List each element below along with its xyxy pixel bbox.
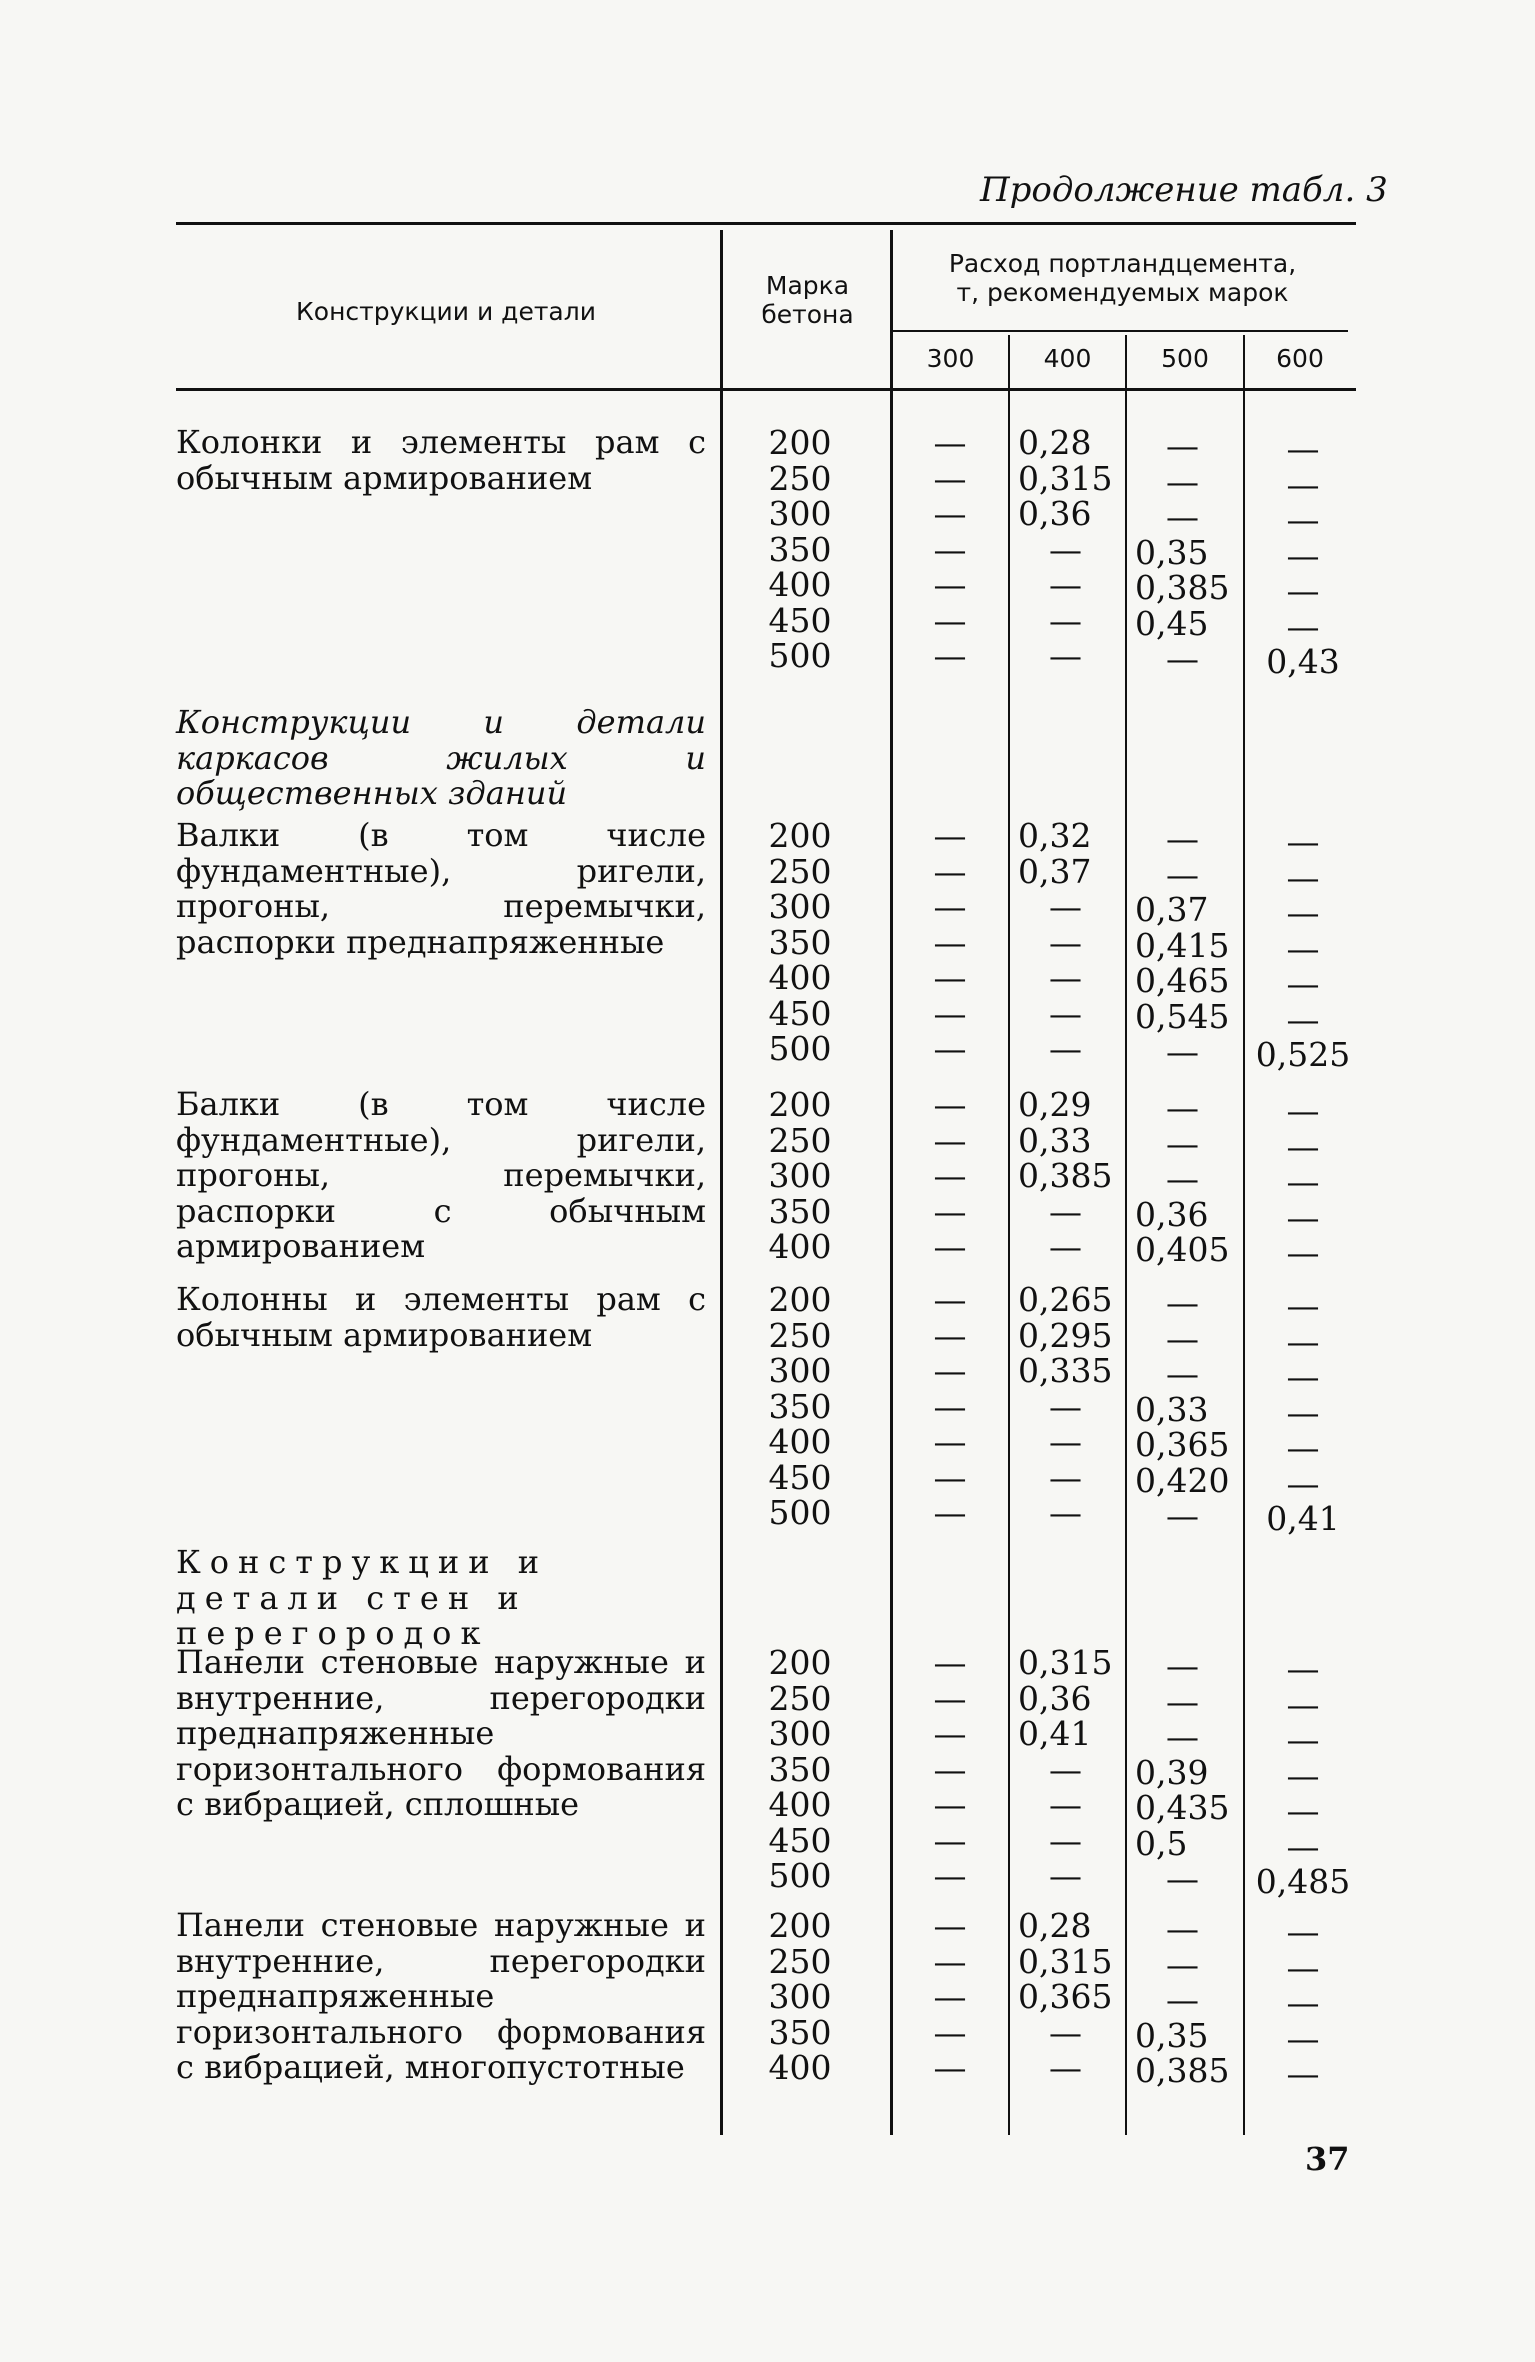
table-cell: — xyxy=(933,1351,967,1390)
table-cell: — xyxy=(933,1906,967,1945)
table-cell: — xyxy=(933,1977,967,2016)
table-cell: 300 xyxy=(768,494,832,533)
table-cell: — xyxy=(1166,1123,1199,1163)
cement-grade-600: 600 xyxy=(1276,344,1324,373)
table-cell: 0,39 xyxy=(1135,1752,1209,1792)
table-cell: — xyxy=(1286,964,1320,1003)
cement-grade-300: 300 xyxy=(926,344,975,373)
table-cell: 0,41 xyxy=(1018,1714,1092,1753)
cement-400-column xyxy=(1018,1087,1128,1265)
table-cell: 250 xyxy=(768,1120,832,1160)
table-cell: — xyxy=(933,1856,967,1895)
table-cell: 300 xyxy=(768,887,832,926)
table-cell: — xyxy=(1049,1029,1082,1068)
table-cell: 0,420 xyxy=(1135,1460,1230,1500)
cement-grade-400: 400 xyxy=(1043,344,1092,373)
table-cell: — xyxy=(933,1280,967,1319)
table-cell: 0,295 xyxy=(1018,1315,1113,1355)
table-cell: 250 xyxy=(768,1941,832,1981)
cement-300-column xyxy=(895,1087,1005,1265)
table-cell: — xyxy=(1286,1912,1320,1951)
cement-600-column xyxy=(1248,1288,1358,1537)
table-cell: — xyxy=(933,993,967,1033)
table-cell: — xyxy=(1166,1088,1199,1127)
table-cell: — xyxy=(1166,1717,1199,1756)
table-cell: 0,415 xyxy=(1135,925,1230,965)
table-cell: — xyxy=(933,1749,967,1789)
table-cell: — xyxy=(933,1085,967,1124)
table-cell: 0,33 xyxy=(1018,1120,1092,1160)
table-cell: — xyxy=(1166,1318,1199,1358)
cement-600-column xyxy=(1248,824,1358,1073)
table-cell: — xyxy=(1286,1162,1320,1201)
table-cell: 350 xyxy=(768,922,832,962)
table-cell: — xyxy=(1049,529,1082,569)
table-cell: — xyxy=(1049,1227,1082,1266)
table-cell: 200 xyxy=(768,1643,832,1682)
table-cell: — xyxy=(1049,1457,1082,1497)
cement-300-column xyxy=(895,818,1005,1067)
table-cell: — xyxy=(933,922,967,962)
table-cell: 0,37 xyxy=(1018,851,1092,891)
table-cell: 0,365 xyxy=(1135,1425,1230,1464)
table-cell: 0,365 xyxy=(1018,1977,1113,2016)
table-cell: — xyxy=(1049,1493,1082,1532)
table-cell: — xyxy=(933,1029,967,1068)
cement-600-column xyxy=(1248,431,1358,680)
table-cell: — xyxy=(1286,893,1320,932)
table-cell: 0,405 xyxy=(1135,1230,1230,1269)
table-cell: — xyxy=(933,2012,967,2052)
table-cell: — xyxy=(1286,1826,1320,1866)
table-cell: — xyxy=(1166,1944,1199,1984)
table-cell: — xyxy=(933,1315,967,1355)
table-cell: — xyxy=(1049,1422,1082,1461)
table-cell: — xyxy=(933,1785,967,1824)
table-cell: — xyxy=(1286,1286,1320,1325)
row-description: Валки (в том числе фундаментные), ригели, прогоны, перемычки, распорки преднапряженные xyxy=(176,816,706,961)
table-cell: 500 xyxy=(768,1856,832,1895)
table-cell: — xyxy=(1286,1126,1320,1166)
table-cell: — xyxy=(1166,1159,1199,1198)
table-cell: 500 xyxy=(768,636,832,675)
header-consumption-line1: Расход портландцемента, xyxy=(948,249,1297,278)
table-cell: — xyxy=(1166,1354,1199,1393)
table-cell: — xyxy=(1166,1496,1199,1535)
table-cell: 400 xyxy=(768,1422,832,1461)
table-cell: — xyxy=(1049,1191,1082,1231)
table-cell: — xyxy=(1286,999,1320,1039)
table-cell: 350 xyxy=(768,529,832,569)
table-cell: 0,37 xyxy=(1135,890,1209,929)
table-cell: — xyxy=(1286,2054,1320,2093)
table-cell: 250 xyxy=(768,1678,832,1718)
table-cell: 0,265 xyxy=(1018,1280,1113,1319)
table-cell: — xyxy=(933,636,967,675)
table-cell: — xyxy=(933,600,967,640)
table-cell: 200 xyxy=(768,816,832,855)
cement-300-column xyxy=(895,1645,1005,1894)
table-cell: — xyxy=(1166,461,1199,501)
table-cell: — xyxy=(1049,600,1082,640)
section-heading: Конструкции и детали стен и перегородок xyxy=(176,1543,549,1652)
table-cell: — xyxy=(1049,2048,1082,2087)
table-cell: 0,28 xyxy=(1018,1906,1092,1945)
concrete-grade-column xyxy=(745,425,855,674)
table-cell: — xyxy=(1049,2012,1082,2052)
table-cell: 0,525 xyxy=(1255,1035,1351,1074)
table-cell: — xyxy=(1286,1791,1320,1830)
table-cell: — xyxy=(933,851,967,891)
header-consumption xyxy=(895,250,1350,308)
table-cell: 200 xyxy=(768,1280,832,1319)
table-cell: — xyxy=(933,423,967,462)
row-description: Панели стеновые наружные и внутренние, перегородки преднапряженные горизонтального формования с вибрацией, многопустотные xyxy=(176,1906,706,2086)
table-cell: — xyxy=(933,1714,967,1753)
table-cell: 300 xyxy=(768,1156,832,1195)
cement-400-column xyxy=(1018,818,1128,1067)
table-cell: 300 xyxy=(768,1977,832,2016)
table-cell: 400 xyxy=(768,2048,832,2087)
table-cell: 450 xyxy=(768,993,832,1033)
table-cell: 400 xyxy=(768,1785,832,1824)
cement-300-column xyxy=(895,425,1005,674)
table-cell: — xyxy=(933,1457,967,1497)
table-cell: — xyxy=(1166,1681,1199,1721)
cement-600-column xyxy=(1248,1093,1358,1271)
header-grade xyxy=(730,272,885,330)
header-subrule xyxy=(893,330,1348,332)
table-cell: — xyxy=(1049,1386,1082,1426)
cement-500-column xyxy=(1135,821,1245,1070)
cement-500-column xyxy=(1135,1285,1245,1534)
table-cell: 450 xyxy=(768,1820,832,1860)
table-cell: — xyxy=(933,1156,967,1195)
cement-400-column xyxy=(1018,425,1128,674)
cement-400-column xyxy=(1018,1645,1128,1894)
table-cell: — xyxy=(1166,426,1199,465)
table-top-rule xyxy=(176,222,1356,225)
cement-grade-500: 500 xyxy=(1161,344,1209,373)
table-cell: — xyxy=(1049,1856,1082,1895)
table-cell: — xyxy=(1286,1428,1320,1467)
table-cell: — xyxy=(1286,1463,1320,1503)
table-cell: — xyxy=(1286,1233,1320,1272)
table-cell: — xyxy=(1166,639,1199,678)
table-cell: 0,485 xyxy=(1255,1862,1351,1901)
table-cell: 0,315 xyxy=(1018,458,1113,498)
table-cell: — xyxy=(933,494,967,533)
table-cell: 0,385 xyxy=(1135,568,1230,607)
table-cell: — xyxy=(933,1422,967,1461)
table-cell: — xyxy=(1166,1646,1199,1685)
row-description: Колонки и элементы рам с обычным армированием xyxy=(176,423,706,497)
table-cell: — xyxy=(1166,854,1199,894)
cement-300-column xyxy=(895,1908,1005,2086)
table-cell: 400 xyxy=(768,1227,832,1266)
table-cell: — xyxy=(933,1678,967,1718)
table-cell: — xyxy=(1166,1859,1199,1898)
table-cell: — xyxy=(1166,1980,1199,2019)
table-cell: — xyxy=(1166,1909,1199,1948)
header-consumption-line2: т, рекомендуемых марок xyxy=(956,277,1289,307)
table-cell: — xyxy=(1286,1392,1320,1432)
table-cell: 0,32 xyxy=(1018,816,1092,855)
table-cell: 200 xyxy=(768,1906,832,1945)
header-bottom-rule xyxy=(176,388,1356,391)
table-cell: — xyxy=(1286,1755,1320,1795)
header-grade-line1: Марка xyxy=(765,271,850,300)
table-cell: 250 xyxy=(768,458,832,498)
table-cell: — xyxy=(1286,1720,1320,1759)
table-cell: 0,29 xyxy=(1018,1085,1092,1124)
concrete-grade-column xyxy=(745,1908,855,2086)
table-cell: — xyxy=(933,1493,967,1532)
table-cell: — xyxy=(1286,1684,1320,1724)
cement-600-column xyxy=(1248,1651,1358,1900)
table-cell: — xyxy=(1286,857,1320,897)
table-cell: 0,545 xyxy=(1135,996,1230,1036)
table-cell: — xyxy=(933,958,967,997)
table-cell: 0,33 xyxy=(1135,1389,1209,1429)
table-cell: — xyxy=(933,1643,967,1682)
table-cell: — xyxy=(933,1820,967,1860)
table-cell: 0,335 xyxy=(1018,1351,1113,1390)
cement-500-column xyxy=(1135,1911,1245,2089)
table-cell: 0,5 xyxy=(1135,1823,1188,1863)
table-cell: 500 xyxy=(768,1493,832,1532)
table-cell: 200 xyxy=(768,1085,832,1124)
header-grade-line2: бетона xyxy=(761,299,854,329)
table-cell: — xyxy=(933,1386,967,1426)
table-cell: — xyxy=(1286,1649,1320,1688)
table-cell: 0,36 xyxy=(1018,1678,1092,1718)
table-cell: — xyxy=(1049,887,1082,926)
table-cell: — xyxy=(1286,928,1320,968)
cement-500-column xyxy=(1135,428,1245,677)
table-cell: — xyxy=(933,1227,967,1266)
table-cell: 0,35 xyxy=(1135,532,1209,572)
table-cell: — xyxy=(1286,1947,1320,1987)
cement-600-column xyxy=(1248,1914,1358,2092)
header-constructions: Конструкции и детали xyxy=(296,297,596,326)
table-cell: — xyxy=(933,1120,967,1160)
concrete-grade-column xyxy=(745,1645,855,1894)
table-cell: — xyxy=(933,1191,967,1231)
table-cell: 300 xyxy=(768,1714,832,1753)
table-cell: — xyxy=(1049,922,1082,962)
table-cell: — xyxy=(1049,958,1082,997)
table-cell: — xyxy=(933,565,967,604)
table-cell: — xyxy=(1049,1820,1082,1860)
table-cell: 400 xyxy=(768,958,832,997)
table-cell: — xyxy=(933,816,967,855)
table-cell: 0,35 xyxy=(1135,2015,1209,2055)
table-cell: 0,385 xyxy=(1135,2051,1230,2090)
table-cell: — xyxy=(1049,565,1082,604)
table-cell: — xyxy=(1286,2018,1320,2058)
table-cell: — xyxy=(1166,1032,1199,1071)
concrete-grade-column xyxy=(745,818,855,1067)
table-cell: 350 xyxy=(768,1191,832,1231)
table-cell: — xyxy=(1049,1749,1082,1789)
cement-500-column xyxy=(1135,1090,1245,1268)
table-cell: 0,385 xyxy=(1018,1156,1113,1195)
cement-300-column xyxy=(895,1282,1005,1531)
table-cell: 0,28 xyxy=(1018,423,1092,462)
table-cell: — xyxy=(1049,993,1082,1033)
table-cell: — xyxy=(933,1941,967,1981)
continuation-caption: Продолжение табл. 3 xyxy=(980,170,1388,210)
table-cell: 400 xyxy=(768,565,832,604)
table-cell: — xyxy=(1286,571,1320,610)
concrete-grade-column xyxy=(745,1087,855,1265)
table-cell: — xyxy=(1286,822,1320,861)
cement-500-column xyxy=(1135,1648,1245,1897)
table-cell: 0,315 xyxy=(1018,1643,1113,1682)
column-divider-1 xyxy=(720,230,723,2135)
table-cell: — xyxy=(933,458,967,498)
table-cell: — xyxy=(1286,464,1320,504)
table-cell: — xyxy=(1286,1091,1320,1130)
table-cell: — xyxy=(1286,1321,1320,1361)
cement-400-column xyxy=(1018,1282,1128,1531)
table-cell: 200 xyxy=(768,423,832,462)
table-cell: 350 xyxy=(768,1386,832,1426)
row-description: Панели стеновые наружные и внутренние, перегородки преднапряженные горизонтального формования с вибрацией, сплошные xyxy=(176,1643,706,1823)
table-cell: — xyxy=(1166,497,1199,536)
table-cell: — xyxy=(1049,1785,1082,1824)
section-heading: Конструкции и детали каркасов жилых и общественных зданий xyxy=(176,703,706,812)
table-cell: 0,36 xyxy=(1135,1194,1209,1234)
table-cell: — xyxy=(1286,535,1320,575)
table-cell: — xyxy=(933,2048,967,2087)
row-description: Колонны и элементы рам с обычным армированием xyxy=(176,1280,706,1354)
table-cell: 0,43 xyxy=(1266,642,1340,681)
table-cell: — xyxy=(1286,429,1320,468)
table-cell: 0,45 xyxy=(1135,603,1209,643)
table-cell: 500 xyxy=(768,1029,832,1068)
row-description: Балки (в том числе фундаментные), ригели, прогоны, перемычки, распорки с обычным армированием xyxy=(176,1085,706,1265)
table-cell: — xyxy=(1286,606,1320,646)
table-cell: 0,435 xyxy=(1135,1788,1230,1827)
table-cell: 300 xyxy=(768,1351,832,1390)
table-cell: — xyxy=(1286,500,1320,539)
table-cell: 0,36 xyxy=(1018,494,1092,533)
table-cell: 350 xyxy=(768,2012,832,2052)
table-cell: — xyxy=(1166,1283,1199,1322)
column-divider-2 xyxy=(890,230,893,2135)
table-cell: 250 xyxy=(768,1315,832,1355)
concrete-grade-column xyxy=(745,1282,855,1531)
table-cell: 350 xyxy=(768,1749,832,1789)
table-cell: — xyxy=(1286,1197,1320,1237)
column-divider-3 xyxy=(1008,335,1010,2135)
table-cell: 250 xyxy=(768,851,832,891)
table-cell: 0,41 xyxy=(1266,1499,1340,1538)
table-cell: 0,315 xyxy=(1018,1941,1113,1981)
table-cell: — xyxy=(1286,1357,1320,1396)
table-cell: 450 xyxy=(768,600,832,640)
table-cell: 0,465 xyxy=(1135,961,1230,1000)
table-cell: 450 xyxy=(768,1457,832,1497)
table-cell: — xyxy=(1166,819,1199,858)
table-cell: — xyxy=(933,529,967,569)
page-number: 37 xyxy=(1305,2140,1350,2178)
table-cell: — xyxy=(1286,1983,1320,2022)
table-cell: — xyxy=(1049,636,1082,675)
table-cell: — xyxy=(933,887,967,926)
cement-400-column xyxy=(1018,1908,1128,2086)
